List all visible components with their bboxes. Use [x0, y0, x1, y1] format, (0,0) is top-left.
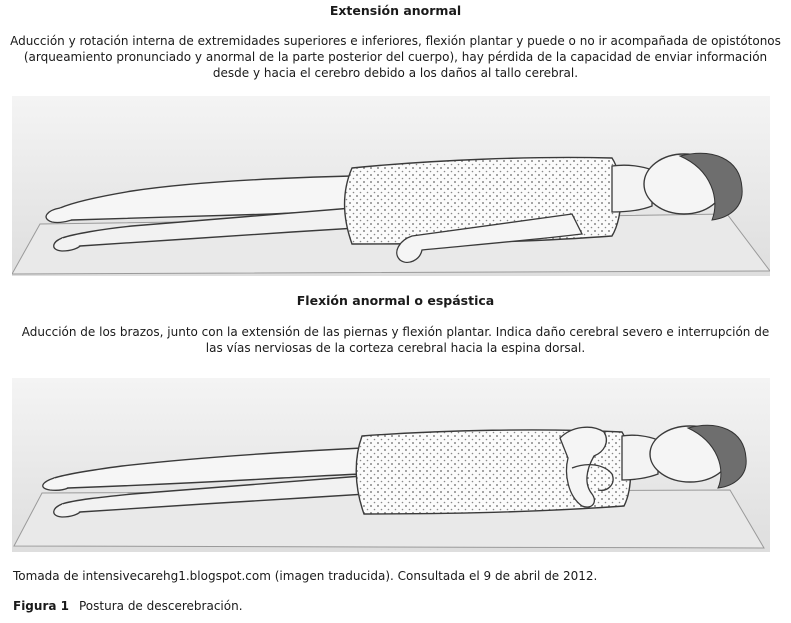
section-2-title: Flexión anormal o espástica	[296, 293, 495, 308]
figure-caption-text: Postura de descerebración.	[79, 599, 243, 613]
section-2-description: Aducción de los brazos, junto con la extensión de las piernas y flexión plantar. Indica daño cerebral severo e interrupción de las vías nerviosas de la corteza cerebral hacia la espina dorsal.	[21, 325, 770, 355]
section-1-description: Aducción y rotación interna de extremidades superiores e inferiores, flexión plantar y puede o no ir acompañada de opistótonos (arqueamiento pronunciado y anormal de la parte posterior del cuerpo), hay pérdida de la capacidad de enviar información desde y hacia el cerebro debido a los daños al tallo cerebral.	[10, 34, 781, 80]
flexion-posture-illustration	[12, 378, 770, 552]
figure-label: Figura 1	[13, 599, 69, 613]
section-1-title: Extensión anormal	[329, 3, 462, 18]
figure-caption	[13, 599, 243, 613]
extension-posture-illustration	[12, 96, 770, 276]
source-note: Tomada de intensivecarehg1.blogspot.com (imagen traducida). Consultada el 9 de abril de 2012.	[13, 569, 598, 583]
